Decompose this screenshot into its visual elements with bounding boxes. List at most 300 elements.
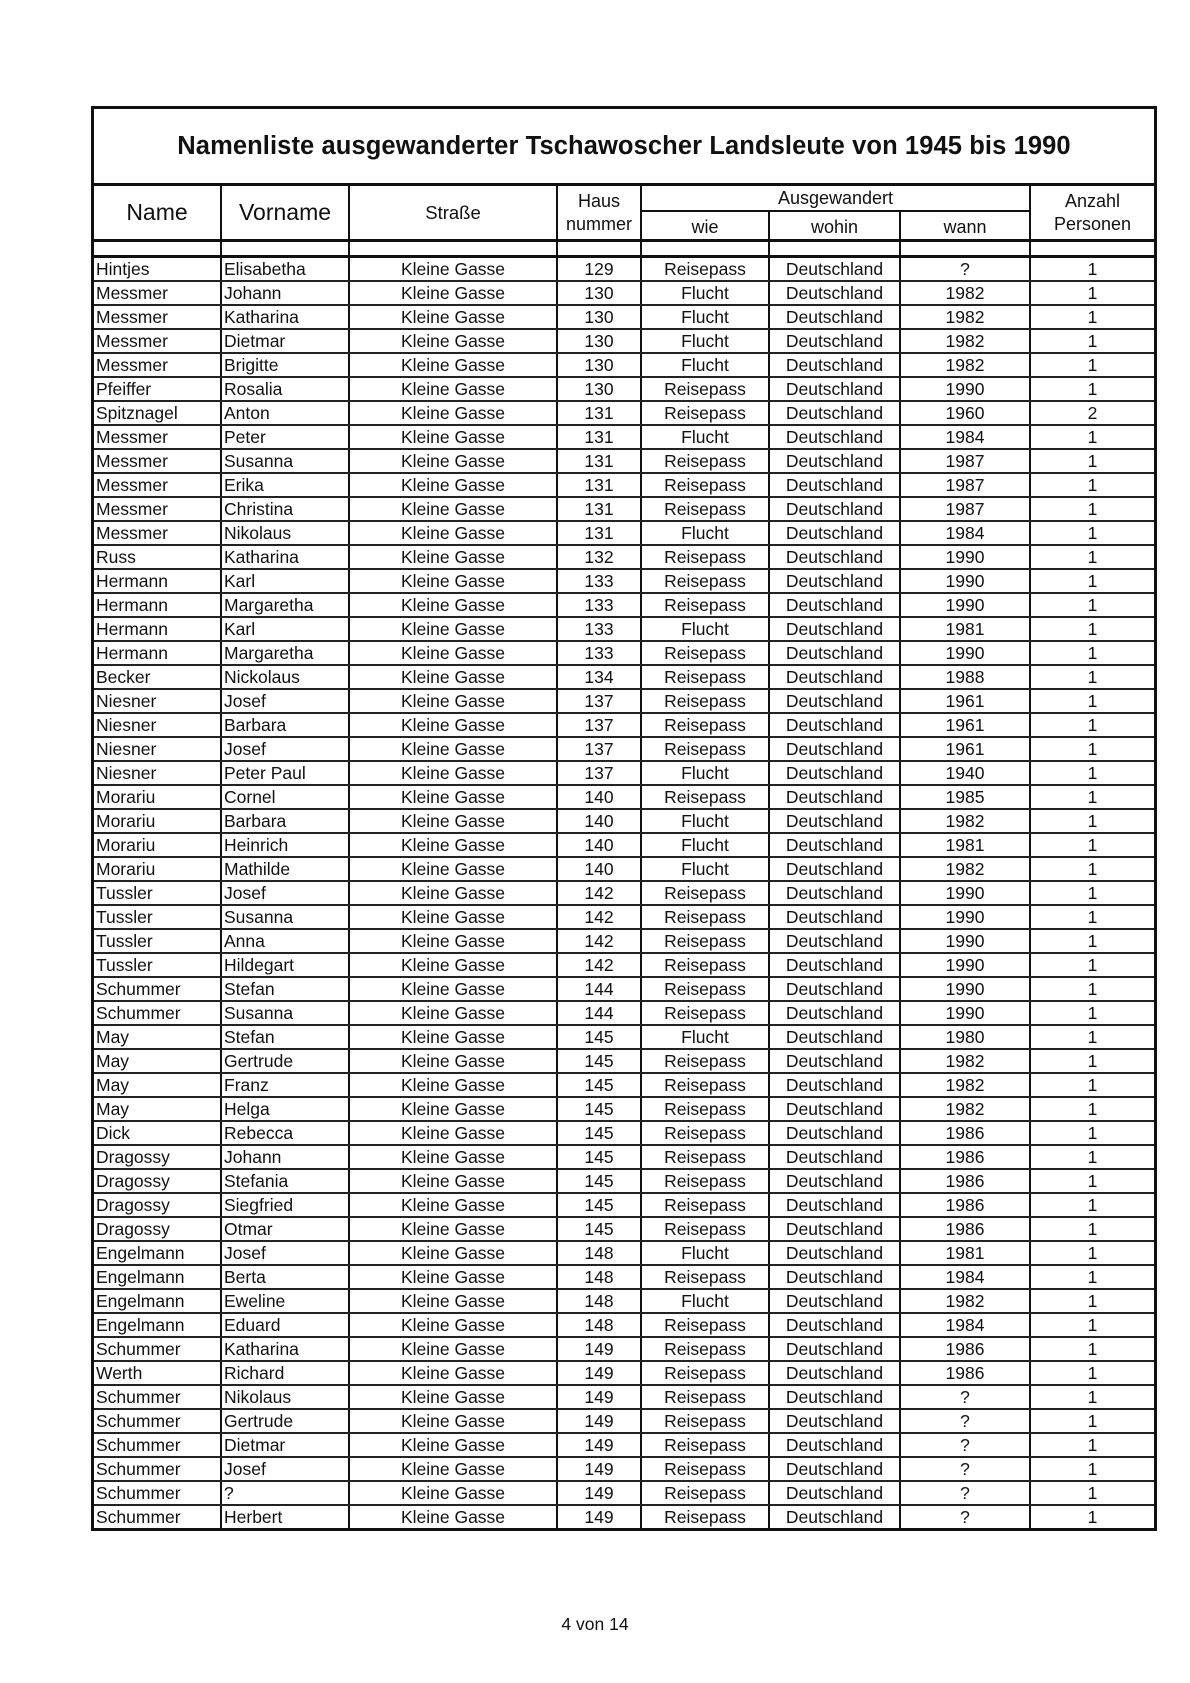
cell-strasse: Kleine Gasse: [349, 1385, 557, 1409]
cell-name: Schummer: [94, 1001, 221, 1025]
cell-anzahl: 1: [1030, 1169, 1154, 1193]
cell-vorname: Josef: [221, 737, 349, 761]
cell-hausnummer: 130: [557, 329, 641, 353]
cell-vorname: Cornel: [221, 785, 349, 809]
cell-wann: 1990: [900, 881, 1030, 905]
cell-name: Russ: [94, 545, 221, 569]
cell-vorname: Hildegart: [221, 953, 349, 977]
cell-strasse: Kleine Gasse: [349, 881, 557, 905]
table-row: [94, 305, 1154, 329]
cell-strasse: Kleine Gasse: [349, 377, 557, 401]
cell-strasse: Kleine Gasse: [349, 785, 557, 809]
cell-anzahl: 1: [1030, 665, 1154, 689]
cell-wie: Flucht: [641, 329, 769, 353]
cell-anzahl: 1: [1030, 1121, 1154, 1145]
cell-name: Messmer: [94, 329, 221, 353]
cell-name: Messmer: [94, 353, 221, 377]
cell-hausnummer: 149: [557, 1409, 641, 1433]
cell-strasse: Kleine Gasse: [349, 545, 557, 569]
cell-vorname: ?: [221, 1481, 349, 1505]
table-row: [94, 977, 1154, 1001]
cell-anzahl: 1: [1030, 281, 1154, 305]
table-row: [94, 713, 1154, 737]
cell-wann: 1990: [900, 905, 1030, 929]
cell-name: Schummer: [94, 1409, 221, 1433]
cell-vorname: Susanna: [221, 1001, 349, 1025]
cell-name: Messmer: [94, 449, 221, 473]
cell-wohin: Deutschland: [769, 881, 900, 905]
cell-wann: ?: [900, 1457, 1030, 1481]
cell-strasse: Kleine Gasse: [349, 1169, 557, 1193]
cell-wie: Reisepass: [641, 977, 769, 1001]
cell-wann: 1990: [900, 1001, 1030, 1025]
cell-anzahl: 1: [1030, 1457, 1154, 1481]
cell-wohin: Deutschland: [769, 521, 900, 545]
cell-hausnummer: 133: [557, 641, 641, 665]
cell-vorname: Stefania: [221, 1169, 349, 1193]
cell-strasse: Kleine Gasse: [349, 593, 557, 617]
cell-strasse: Kleine Gasse: [349, 425, 557, 449]
cell-wie: Reisepass: [641, 1337, 769, 1361]
cell-hausnummer: 133: [557, 617, 641, 641]
table-row: [94, 1481, 1154, 1505]
cell-wann: 1982: [900, 329, 1030, 353]
table-row: [94, 905, 1154, 929]
cell-wohin: Deutschland: [769, 1265, 900, 1289]
cell-hausnummer: 145: [557, 1145, 641, 1169]
cell-wie: Reisepass: [641, 953, 769, 977]
cell-anzahl: 1: [1030, 833, 1154, 857]
cell-vorname: Richard: [221, 1361, 349, 1385]
cell-wann: 1982: [900, 1097, 1030, 1121]
cell-wann: ?: [900, 1481, 1030, 1505]
table-row: [94, 353, 1154, 377]
cell-wann: 1981: [900, 617, 1030, 641]
cell-hausnummer: 149: [557, 1481, 641, 1505]
cell-hausnummer: 131: [557, 521, 641, 545]
cell-anzahl: 1: [1030, 569, 1154, 593]
column-header-name: Name: [94, 186, 221, 241]
cell-strasse: Kleine Gasse: [349, 1313, 557, 1337]
cell-strasse: Kleine Gasse: [349, 617, 557, 641]
cell-vorname: Johann: [221, 281, 349, 305]
table-row: [94, 569, 1154, 593]
cell-name: Tussler: [94, 929, 221, 953]
cell-wie: Reisepass: [641, 785, 769, 809]
table-row: [94, 1433, 1154, 1457]
cell-wann: 1984: [900, 521, 1030, 545]
cell-wann: 1961: [900, 737, 1030, 761]
table-row: [94, 1505, 1154, 1528]
cell-wohin: Deutschland: [769, 1361, 900, 1385]
cell-name: May: [94, 1025, 221, 1049]
cell-strasse: Kleine Gasse: [349, 1361, 557, 1385]
cell-wie: Reisepass: [641, 1409, 769, 1433]
table-row: [94, 929, 1154, 953]
table-body: [94, 257, 1154, 1529]
cell-wohin: Deutschland: [769, 1241, 900, 1265]
cell-hausnummer: 137: [557, 713, 641, 737]
cell-vorname: Stefan: [221, 1025, 349, 1049]
column-header-wie: wie: [641, 211, 769, 241]
header-spacer-row: [94, 241, 1154, 257]
hausnummer-line2: nummer: [565, 213, 632, 234]
cell-wohin: Deutschland: [769, 1073, 900, 1097]
cell-wie: Flucht: [641, 353, 769, 377]
cell-hausnummer: 129: [557, 257, 641, 282]
cell-wann: 1961: [900, 713, 1030, 737]
cell-name: Schummer: [94, 977, 221, 1001]
spacer-cell: [1030, 241, 1154, 257]
cell-anzahl: 1: [1030, 881, 1154, 905]
table-row: [94, 737, 1154, 761]
cell-wann: 1986: [900, 1121, 1030, 1145]
column-header-anzahl-personen: [1030, 186, 1154, 241]
table-row: [94, 401, 1154, 425]
cell-hausnummer: 144: [557, 1001, 641, 1025]
cell-name: Spitznagel: [94, 401, 221, 425]
cell-anzahl: 1: [1030, 953, 1154, 977]
cell-hausnummer: 148: [557, 1313, 641, 1337]
cell-wie: Reisepass: [641, 449, 769, 473]
cell-vorname: Josef: [221, 1241, 349, 1265]
spacer-cell: [641, 241, 769, 257]
cell-name: Morariu: [94, 857, 221, 881]
cell-wohin: Deutschland: [769, 1289, 900, 1313]
cell-anzahl: 1: [1030, 1145, 1154, 1169]
cell-name: May: [94, 1049, 221, 1073]
table-row: [94, 953, 1154, 977]
table-row: [94, 1385, 1154, 1409]
cell-wie: Reisepass: [641, 881, 769, 905]
cell-name: Niesner: [94, 737, 221, 761]
cell-name: Engelmann: [94, 1313, 221, 1337]
cell-wohin: Deutschland: [769, 809, 900, 833]
table-row: [94, 689, 1154, 713]
cell-anzahl: 1: [1030, 713, 1154, 737]
cell-wohin: Deutschland: [769, 473, 900, 497]
cell-anzahl: 1: [1030, 1073, 1154, 1097]
cell-name: Pfeiffer: [94, 377, 221, 401]
cell-wie: Flucht: [641, 305, 769, 329]
anzahl-line2: Personen: [1053, 213, 1132, 234]
cell-wann: 1982: [900, 857, 1030, 881]
cell-anzahl: 1: [1030, 521, 1154, 545]
cell-wann: 1982: [900, 281, 1030, 305]
cell-wohin: Deutschland: [769, 1193, 900, 1217]
cell-wie: Flucht: [641, 809, 769, 833]
cell-hausnummer: 148: [557, 1241, 641, 1265]
cell-strasse: Kleine Gasse: [349, 569, 557, 593]
cell-strasse: Kleine Gasse: [349, 1025, 557, 1049]
cell-anzahl: 1: [1030, 1409, 1154, 1433]
cell-name: Engelmann: [94, 1265, 221, 1289]
cell-hausnummer: 149: [557, 1505, 641, 1528]
cell-anzahl: 1: [1030, 977, 1154, 1001]
cell-hausnummer: 131: [557, 449, 641, 473]
cell-wie: Flucht: [641, 833, 769, 857]
cell-wann: 1990: [900, 377, 1030, 401]
cell-name: Schummer: [94, 1457, 221, 1481]
cell-name: Niesner: [94, 761, 221, 785]
column-group-ausgewandert: Ausgewandert: [641, 186, 1030, 211]
cell-wohin: Deutschland: [769, 377, 900, 401]
cell-wohin: Deutschland: [769, 1481, 900, 1505]
cell-hausnummer: 142: [557, 929, 641, 953]
table-row: [94, 1121, 1154, 1145]
cell-strasse: Kleine Gasse: [349, 1433, 557, 1457]
cell-hausnummer: 137: [557, 737, 641, 761]
cell-wie: Reisepass: [641, 665, 769, 689]
cell-name: Messmer: [94, 473, 221, 497]
cell-wie: Reisepass: [641, 1097, 769, 1121]
cell-vorname: Dietmar: [221, 329, 349, 353]
cell-wie: Reisepass: [641, 257, 769, 282]
cell-strasse: Kleine Gasse: [349, 1121, 557, 1145]
table-row: [94, 617, 1154, 641]
cell-hausnummer: 131: [557, 401, 641, 425]
cell-hausnummer: 149: [557, 1385, 641, 1409]
cell-strasse: Kleine Gasse: [349, 401, 557, 425]
cell-hausnummer: 140: [557, 785, 641, 809]
cell-wann: 1990: [900, 569, 1030, 593]
cell-vorname: Rebecca: [221, 1121, 349, 1145]
cell-anzahl: 1: [1030, 1025, 1154, 1049]
cell-wie: Flucht: [641, 425, 769, 449]
cell-wohin: Deutschland: [769, 665, 900, 689]
cell-wann: 1982: [900, 353, 1030, 377]
table-row: [94, 833, 1154, 857]
cell-strasse: Kleine Gasse: [349, 1265, 557, 1289]
table-row: [94, 257, 1154, 282]
cell-anzahl: 1: [1030, 641, 1154, 665]
cell-vorname: Eweline: [221, 1289, 349, 1313]
cell-hausnummer: 149: [557, 1337, 641, 1361]
cell-wie: Reisepass: [641, 1001, 769, 1025]
cell-strasse: Kleine Gasse: [349, 737, 557, 761]
cell-name: Morariu: [94, 833, 221, 857]
cell-anzahl: 1: [1030, 305, 1154, 329]
cell-wohin: Deutschland: [769, 641, 900, 665]
cell-anzahl: 1: [1030, 737, 1154, 761]
cell-vorname: Brigitte: [221, 353, 349, 377]
cell-name: Tussler: [94, 953, 221, 977]
cell-hausnummer: 142: [557, 905, 641, 929]
spacer-cell: [557, 241, 641, 257]
cell-wohin: Deutschland: [769, 977, 900, 1001]
cell-wie: Reisepass: [641, 545, 769, 569]
column-header-strasse: Straße: [349, 186, 557, 241]
cell-vorname: Otmar: [221, 1217, 349, 1241]
cell-hausnummer: 145: [557, 1121, 641, 1145]
cell-wann: 1982: [900, 305, 1030, 329]
cell-anzahl: 1: [1030, 545, 1154, 569]
cell-anzahl: 1: [1030, 689, 1154, 713]
cell-wohin: Deutschland: [769, 1433, 900, 1457]
cell-name: Hermann: [94, 569, 221, 593]
table-row: [94, 497, 1154, 521]
cell-vorname: Nikolaus: [221, 1385, 349, 1409]
cell-strasse: Kleine Gasse: [349, 1409, 557, 1433]
cell-vorname: Mathilde: [221, 857, 349, 881]
cell-wie: Reisepass: [641, 593, 769, 617]
table-row: [94, 545, 1154, 569]
cell-hausnummer: 140: [557, 857, 641, 881]
cell-vorname: Margaretha: [221, 641, 349, 665]
cell-wie: Reisepass: [641, 1265, 769, 1289]
cell-wohin: Deutschland: [769, 785, 900, 809]
cell-name: Hermann: [94, 641, 221, 665]
cell-wohin: Deutschland: [769, 1409, 900, 1433]
anzahl-line1: Anzahl: [1064, 190, 1121, 211]
cell-wie: Flucht: [641, 1289, 769, 1313]
cell-name: Messmer: [94, 521, 221, 545]
cell-strasse: Kleine Gasse: [349, 1073, 557, 1097]
table-row: [94, 1073, 1154, 1097]
cell-wohin: Deutschland: [769, 905, 900, 929]
cell-hausnummer: 145: [557, 1025, 641, 1049]
cell-anzahl: 1: [1030, 1193, 1154, 1217]
cell-hausnummer: 130: [557, 305, 641, 329]
cell-strasse: Kleine Gasse: [349, 329, 557, 353]
column-header-wann: wann: [900, 211, 1030, 241]
cell-wie: Reisepass: [641, 1457, 769, 1481]
cell-wohin: Deutschland: [769, 929, 900, 953]
cell-wann: ?: [900, 1433, 1030, 1457]
cell-wann: ?: [900, 1409, 1030, 1433]
cell-wie: Flucht: [641, 857, 769, 881]
cell-name: May: [94, 1073, 221, 1097]
spacer-cell: [349, 241, 557, 257]
cell-name: Dick: [94, 1121, 221, 1145]
cell-wie: Flucht: [641, 521, 769, 545]
cell-hausnummer: 142: [557, 881, 641, 905]
cell-name: Morariu: [94, 785, 221, 809]
cell-name: Tussler: [94, 881, 221, 905]
cell-wann: 1961: [900, 689, 1030, 713]
cell-strasse: Kleine Gasse: [349, 1457, 557, 1481]
table-row: [94, 281, 1154, 305]
cell-name: Schummer: [94, 1481, 221, 1505]
cell-name: Messmer: [94, 425, 221, 449]
cell-vorname: Josef: [221, 881, 349, 905]
cell-wohin: Deutschland: [769, 545, 900, 569]
cell-wie: Reisepass: [641, 473, 769, 497]
cell-wann: 1981: [900, 1241, 1030, 1265]
cell-vorname: Siegfried: [221, 1193, 349, 1217]
cell-wohin: Deutschland: [769, 1049, 900, 1073]
cell-strasse: Kleine Gasse: [349, 449, 557, 473]
cell-strasse: Kleine Gasse: [349, 833, 557, 857]
cell-hausnummer: 131: [557, 425, 641, 449]
table-row: [94, 665, 1154, 689]
cell-anzahl: 1: [1030, 1361, 1154, 1385]
cell-name: Hermann: [94, 617, 221, 641]
cell-name: Schummer: [94, 1505, 221, 1528]
cell-anzahl: 1: [1030, 1505, 1154, 1528]
cell-wohin: Deutschland: [769, 257, 900, 282]
cell-wie: Reisepass: [641, 1217, 769, 1241]
cell-name: Hermann: [94, 593, 221, 617]
cell-vorname: Herbert: [221, 1505, 349, 1528]
cell-hausnummer: 134: [557, 665, 641, 689]
cell-strasse: Kleine Gasse: [349, 977, 557, 1001]
emigrant-table: [94, 186, 1154, 1528]
cell-wie: Reisepass: [641, 1049, 769, 1073]
cell-vorname: Barbara: [221, 809, 349, 833]
table-row: [94, 881, 1154, 905]
cell-name: Schummer: [94, 1433, 221, 1457]
cell-strasse: Kleine Gasse: [349, 689, 557, 713]
table-header: [94, 186, 1154, 241]
cell-wie: Reisepass: [641, 569, 769, 593]
cell-wohin: Deutschland: [769, 449, 900, 473]
cell-name: Dragossy: [94, 1145, 221, 1169]
cell-wie: Reisepass: [641, 737, 769, 761]
emigrant-list-sheet: [91, 106, 1157, 1531]
cell-vorname: Josef: [221, 689, 349, 713]
table-row: [94, 1097, 1154, 1121]
hausnummer-line1: Haus: [577, 190, 621, 211]
cell-wann: 1986: [900, 1361, 1030, 1385]
cell-anzahl: 1: [1030, 761, 1154, 785]
cell-name: Werth: [94, 1361, 221, 1385]
cell-hausnummer: 145: [557, 1049, 641, 1073]
cell-anzahl: 1: [1030, 857, 1154, 881]
cell-strasse: Kleine Gasse: [349, 665, 557, 689]
cell-strasse: Kleine Gasse: [349, 1505, 557, 1528]
cell-wie: Flucht: [641, 281, 769, 305]
cell-anzahl: 1: [1030, 377, 1154, 401]
cell-hausnummer: 149: [557, 1457, 641, 1481]
cell-strasse: Kleine Gasse: [349, 353, 557, 377]
cell-wie: Reisepass: [641, 1121, 769, 1145]
cell-wie: Reisepass: [641, 401, 769, 425]
cell-hausnummer: 144: [557, 977, 641, 1001]
cell-wie: Reisepass: [641, 641, 769, 665]
cell-wann: ?: [900, 257, 1030, 282]
cell-strasse: Kleine Gasse: [349, 1241, 557, 1265]
table-row: [94, 641, 1154, 665]
table-row: [94, 1217, 1154, 1241]
cell-anzahl: 1: [1030, 1337, 1154, 1361]
cell-wann: 1980: [900, 1025, 1030, 1049]
cell-anzahl: 1: [1030, 497, 1154, 521]
cell-vorname: Nickolaus: [221, 665, 349, 689]
cell-hausnummer: 140: [557, 833, 641, 857]
cell-name: Messmer: [94, 305, 221, 329]
cell-vorname: Franz: [221, 1073, 349, 1097]
cell-wie: Flucht: [641, 1025, 769, 1049]
cell-wie: Reisepass: [641, 497, 769, 521]
cell-name: May: [94, 1097, 221, 1121]
cell-wann: 1986: [900, 1193, 1030, 1217]
cell-wohin: Deutschland: [769, 1457, 900, 1481]
cell-anzahl: 1: [1030, 809, 1154, 833]
cell-strasse: Kleine Gasse: [349, 713, 557, 737]
cell-anzahl: 1: [1030, 1481, 1154, 1505]
cell-wohin: Deutschland: [769, 281, 900, 305]
table-row: [94, 1193, 1154, 1217]
spacer-cell: [221, 241, 349, 257]
cell-vorname: Helga: [221, 1097, 349, 1121]
cell-name: Tussler: [94, 905, 221, 929]
cell-wohin: Deutschland: [769, 425, 900, 449]
cell-wann: 1987: [900, 449, 1030, 473]
cell-hausnummer: 132: [557, 545, 641, 569]
cell-hausnummer: 133: [557, 569, 641, 593]
cell-wohin: Deutschland: [769, 497, 900, 521]
